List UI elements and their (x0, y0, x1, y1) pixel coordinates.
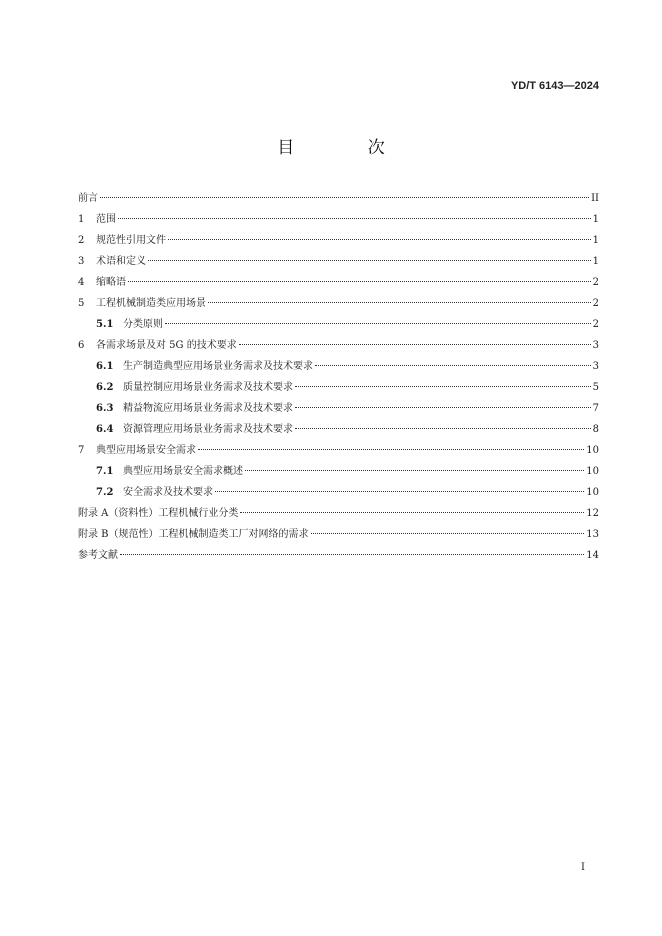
dot-leader (295, 386, 591, 387)
dot-leader (215, 491, 584, 492)
toc-entry-number: 4 (78, 277, 85, 288)
toc-entry[interactable] (78, 440, 599, 461)
toc-entry-label: 规范性引用文件 (96, 235, 166, 246)
toc-entry-number: 5.1 (96, 319, 114, 330)
toc-entry-page: 10 (586, 466, 599, 477)
toc-entry-label: 分类原则 (123, 319, 163, 330)
toc-entry-page: 3 (592, 361, 599, 372)
toc-entry-page: 2 (592, 298, 599, 309)
toc-entry-page: 3 (592, 340, 599, 351)
dot-leader (148, 260, 591, 261)
toc-entry-page: 8 (592, 424, 599, 435)
toc-entry-label: 典型应用场景安全需求 (96, 445, 196, 456)
toc-entry-label: 精益物流应用场景业务需求及技术要求 (123, 403, 293, 414)
toc-entry-label: 范围 (96, 214, 116, 225)
dot-leader (118, 218, 591, 219)
dot-leader (120, 554, 584, 555)
toc-entry-page: 1 (592, 214, 599, 225)
toc-entry-label: 附录 A（资料性）工程机械行业分类 (78, 508, 239, 519)
dot-leader (198, 449, 584, 450)
toc-entry[interactable] (78, 251, 599, 272)
toc-entry-page: II (591, 193, 599, 204)
toc-entry-number: 3 (78, 256, 85, 267)
toc-entry-number: 6.2 (96, 382, 114, 393)
toc-entry-page: 1 (592, 235, 599, 246)
toc-entry-page: 10 (586, 487, 599, 498)
toc-entry-label: 各需求场景及对 5G 的技术要求 (96, 340, 237, 351)
toc-entry[interactable] (78, 314, 599, 335)
dot-leader (311, 533, 585, 534)
toc-entry-number: 6.1 (96, 361, 114, 372)
page-number: I (581, 862, 585, 873)
toc-entry-number: 2 (78, 235, 85, 246)
dot-leader (315, 365, 591, 366)
toc-entry-label: 生产制造典型应用场景业务需求及技术要求 (123, 361, 313, 372)
dot-leader (168, 239, 591, 240)
toc-entry-number: 7 (78, 445, 85, 456)
toc-entry[interactable] (78, 293, 599, 314)
table-of-contents (78, 188, 599, 566)
dot-leader (239, 344, 591, 345)
toc-entry-number: 5 (78, 298, 85, 309)
toc-entry-label: 附录 B（规范性）工程机械制造类工厂对网络的需求 (78, 529, 309, 540)
toc-entry-page: 12 (586, 508, 599, 519)
toc-entry-label: 缩略语 (96, 277, 126, 288)
toc-entry-number: 6 (78, 340, 85, 351)
toc-entry-label: 安全需求及技术要求 (123, 487, 213, 498)
toc-entry[interactable] (78, 335, 599, 356)
toc-title: 目 次 (277, 138, 419, 158)
dot-leader (100, 197, 589, 198)
toc-entry[interactable] (78, 545, 599, 566)
toc-entry-number: 6.3 (96, 403, 114, 414)
toc-entry[interactable] (78, 503, 599, 524)
toc-entry[interactable] (78, 419, 599, 440)
toc-entry-number: 7.2 (96, 487, 114, 498)
toc-entry[interactable] (78, 482, 599, 503)
toc-entry[interactable] (78, 524, 599, 545)
toc-entry-number: 7.1 (96, 466, 114, 477)
toc-entry-number: 6.4 (96, 424, 114, 435)
toc-entry-page: 2 (592, 277, 599, 288)
toc-entry[interactable] (78, 398, 599, 419)
standard-code: YD/T 6143—2024 (510, 80, 599, 92)
toc-entry-label: 典型应用场景安全需求概述 (123, 466, 243, 477)
dot-leader (240, 512, 584, 513)
toc-entry-number: 1 (78, 214, 85, 225)
dot-leader (295, 407, 591, 408)
toc-entry-page: 2 (592, 319, 599, 330)
toc-entry[interactable] (78, 272, 599, 293)
toc-entry[interactable] (78, 188, 599, 209)
toc-entry-label: 前言 (78, 193, 98, 204)
toc-entry-page: 13 (586, 529, 599, 540)
toc-entry-page: 1 (592, 256, 599, 267)
toc-entry-label: 参考文献 (78, 550, 118, 561)
toc-entry-label: 术语和定义 (96, 256, 146, 267)
dot-leader (165, 323, 591, 324)
dot-leader (128, 281, 591, 282)
toc-entry-page: 5 (592, 382, 599, 393)
toc-entry-page: 10 (586, 445, 599, 456)
dot-leader (295, 428, 591, 429)
toc-entry[interactable] (78, 461, 599, 482)
toc-entry[interactable] (78, 230, 599, 251)
dot-leader (245, 470, 584, 471)
toc-entry-label: 工程机械制造类应用场景 (96, 298, 206, 309)
toc-entry[interactable] (78, 356, 599, 377)
toc-entry-label: 质量控制应用场景业务需求及技术要求 (123, 382, 293, 393)
toc-entry-page: 7 (592, 403, 599, 414)
toc-entry[interactable] (78, 377, 599, 398)
dot-leader (208, 302, 591, 303)
toc-entry[interactable] (78, 209, 599, 230)
toc-entry-label: 资源管理应用场景业务需求及技术要求 (123, 424, 293, 435)
toc-entry-page: 14 (586, 550, 599, 561)
